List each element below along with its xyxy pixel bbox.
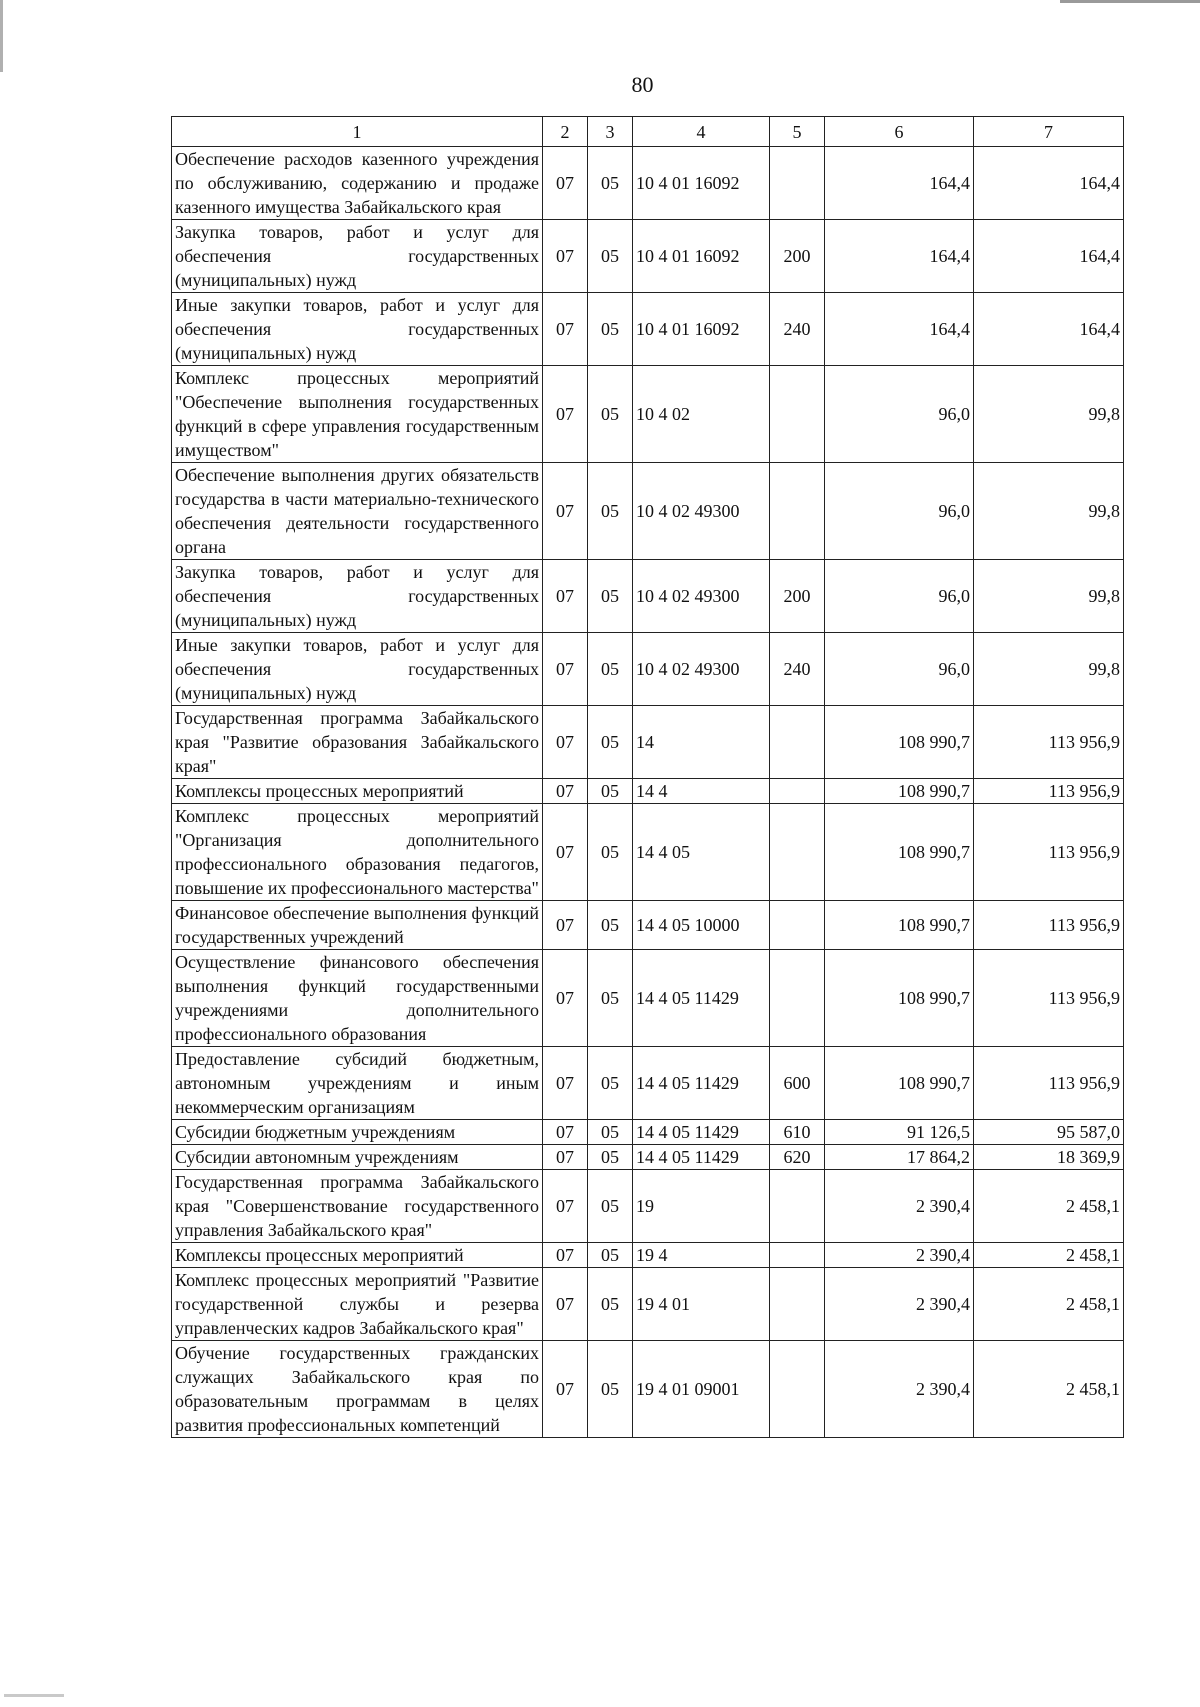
cell-amount-year-2: 99,8 — [974, 560, 1124, 633]
cell-target-article: 14 4 05 11429 — [633, 950, 770, 1047]
cell-target-article: 10 4 01 16092 — [633, 220, 770, 293]
cell-amount-year-1: 2 390,4 — [825, 1243, 974, 1268]
cell-name: Комплекс процессных мероприятий "Организация дополнительного профессионального образования педагогов, повышение их профессионального мастерства" — [172, 804, 543, 901]
cell-subsection: 05 — [588, 1268, 633, 1341]
scan-edge-bottom — [4, 1694, 64, 1697]
cell-target-article: 14 4 — [633, 779, 770, 804]
cell-subsection: 05 — [588, 1120, 633, 1145]
cell-amount-year-2: 164,4 — [974, 220, 1124, 293]
cell-amount-year-2: 113 956,9 — [974, 901, 1124, 950]
cell-subsection: 05 — [588, 1341, 633, 1438]
cell-expense-type: 240 — [770, 293, 825, 366]
cell-name: Государственная программа Забайкальского края "Развитие образования Забайкальского края" — [172, 706, 543, 779]
table-row — [172, 633, 1124, 706]
cell-section: 07 — [543, 147, 588, 220]
cell-target-article: 14 4 05 — [633, 804, 770, 901]
cell-name: Государственная программа Забайкальского края "Совершенствование государственного управления Забайкальского края" — [172, 1170, 543, 1243]
table-row — [172, 560, 1124, 633]
table-header-row — [172, 117, 1124, 147]
table-row — [172, 1145, 1124, 1170]
cell-target-article: 19 — [633, 1170, 770, 1243]
cell-amount-year-2: 99,8 — [974, 366, 1124, 463]
cell-section: 07 — [543, 1268, 588, 1341]
cell-amount-year-1: 108 990,7 — [825, 950, 974, 1047]
cell-amount-year-1: 2 390,4 — [825, 1341, 974, 1438]
column-header-3: 3 — [588, 117, 633, 147]
cell-section: 07 — [543, 901, 588, 950]
cell-amount-year-1: 2 390,4 — [825, 1170, 974, 1243]
cell-subsection: 05 — [588, 293, 633, 366]
table-row — [172, 804, 1124, 901]
table-row — [172, 779, 1124, 804]
column-header-7: 7 — [974, 117, 1124, 147]
cell-amount-year-2: 2 458,1 — [974, 1341, 1124, 1438]
cell-expense-type: 200 — [770, 560, 825, 633]
table-row — [172, 1243, 1124, 1268]
cell-subsection: 05 — [588, 633, 633, 706]
cell-target-article: 10 4 02 — [633, 366, 770, 463]
cell-expense-type — [770, 901, 825, 950]
scan-edge-left — [0, 0, 3, 72]
cell-amount-year-1: 17 864,2 — [825, 1145, 974, 1170]
cell-subsection: 05 — [588, 1243, 633, 1268]
cell-amount-year-1: 96,0 — [825, 366, 974, 463]
cell-name: Иные закупки товаров, работ и услуг для обеспечения государственных (муниципальных) нужд — [172, 633, 543, 706]
cell-target-article: 19 4 — [633, 1243, 770, 1268]
page-number: 80 — [631, 72, 654, 97]
cell-amount-year-1: 108 990,7 — [825, 779, 974, 804]
table-row — [172, 901, 1124, 950]
cell-amount-year-1: 108 990,7 — [825, 706, 974, 779]
table-row — [172, 293, 1124, 366]
cell-expense-type — [770, 706, 825, 779]
cell-amount-year-2: 113 956,9 — [974, 779, 1124, 804]
cell-amount-year-1: 96,0 — [825, 560, 974, 633]
table-row — [172, 366, 1124, 463]
cell-subsection: 05 — [588, 463, 633, 560]
cell-section: 07 — [543, 1170, 588, 1243]
table-row — [172, 1341, 1124, 1438]
table-row — [172, 463, 1124, 560]
cell-expense-type — [770, 804, 825, 901]
cell-section: 07 — [543, 1120, 588, 1145]
cell-expense-type: 610 — [770, 1120, 825, 1145]
budget-table — [171, 116, 1124, 1438]
cell-target-article: 10 4 01 16092 — [633, 147, 770, 220]
cell-amount-year-2: 2 458,1 — [974, 1243, 1124, 1268]
cell-amount-year-2: 113 956,9 — [974, 706, 1124, 779]
cell-name: Осуществление финансового обеспечения выполнения функций государственными учреждениями дополнительного профессионального образования — [172, 950, 543, 1047]
cell-subsection: 05 — [588, 366, 633, 463]
cell-subsection: 05 — [588, 950, 633, 1047]
cell-target-article: 19 4 01 — [633, 1268, 770, 1341]
cell-target-article: 19 4 01 09001 — [633, 1341, 770, 1438]
cell-target-article: 14 4 05 11429 — [633, 1120, 770, 1145]
table-row — [172, 950, 1124, 1047]
cell-section: 07 — [543, 804, 588, 901]
table-row — [172, 220, 1124, 293]
cell-name: Иные закупки товаров, работ и услуг для обеспечения государственных (муниципальных) нужд — [172, 293, 543, 366]
cell-amount-year-2: 2 458,1 — [974, 1170, 1124, 1243]
cell-section: 07 — [543, 950, 588, 1047]
cell-expense-type: 600 — [770, 1047, 825, 1120]
cell-expense-type: 620 — [770, 1145, 825, 1170]
cell-section: 07 — [543, 1145, 588, 1170]
cell-amount-year-2: 113 956,9 — [974, 804, 1124, 901]
table-row — [172, 1120, 1124, 1145]
cell-amount-year-2: 95 587,0 — [974, 1120, 1124, 1145]
cell-subsection: 05 — [588, 220, 633, 293]
cell-target-article: 14 4 05 11429 — [633, 1047, 770, 1120]
table-row — [172, 1170, 1124, 1243]
cell-target-article: 14 4 05 11429 — [633, 1145, 770, 1170]
cell-name: Финансовое обеспечение выполнения функций государственных учреждений — [172, 901, 543, 950]
cell-name: Закупка товаров, работ и услуг для обеспечения государственных (муниципальных) нужд — [172, 220, 543, 293]
table-row — [172, 1268, 1124, 1341]
cell-section: 07 — [543, 633, 588, 706]
cell-amount-year-2: 99,8 — [974, 633, 1124, 706]
cell-name: Комплекс процессных мероприятий "Развитие государственной службы и резерва управленческих кадров Забайкальского края" — [172, 1268, 543, 1341]
cell-target-article: 10 4 02 49300 — [633, 633, 770, 706]
column-header-1: 1 — [172, 117, 543, 147]
cell-name: Комплексы процессных мероприятий — [172, 1243, 543, 1268]
cell-amount-year-1: 108 990,7 — [825, 901, 974, 950]
column-header-4: 4 — [633, 117, 770, 147]
cell-section: 07 — [543, 779, 588, 804]
cell-name: Субсидии автономным учреждениям — [172, 1145, 543, 1170]
cell-target-article: 14 — [633, 706, 770, 779]
cell-subsection: 05 — [588, 147, 633, 220]
table-row — [172, 147, 1124, 220]
cell-name: Субсидии бюджетным учреждениям — [172, 1120, 543, 1145]
cell-section: 07 — [543, 463, 588, 560]
cell-amount-year-2: 164,4 — [974, 293, 1124, 366]
cell-subsection: 05 — [588, 706, 633, 779]
cell-amount-year-2: 99,8 — [974, 463, 1124, 560]
cell-section: 07 — [543, 1243, 588, 1268]
cell-name: Предоставление субсидий бюджетным, автономным учреждениям и иным некоммерческим организациям — [172, 1047, 543, 1120]
cell-amount-year-1: 96,0 — [825, 463, 974, 560]
cell-subsection: 05 — [588, 779, 633, 804]
column-header-6: 6 — [825, 117, 974, 147]
cell-expense-type — [770, 463, 825, 560]
cell-subsection: 05 — [588, 1047, 633, 1120]
cell-amount-year-1: 96,0 — [825, 633, 974, 706]
scan-edge-top — [1060, 0, 1200, 3]
cell-expense-type: 240 — [770, 633, 825, 706]
cell-expense-type — [770, 366, 825, 463]
cell-amount-year-1: 91 126,5 — [825, 1120, 974, 1145]
cell-amount-year-1: 164,4 — [825, 293, 974, 366]
cell-amount-year-1: 164,4 — [825, 220, 974, 293]
cell-target-article: 10 4 02 49300 — [633, 560, 770, 633]
cell-amount-year-2: 18 369,9 — [974, 1145, 1124, 1170]
cell-name: Обучение государственных гражданских служащих Забайкальского края по образовательным программам в целях развития профессиональных компетенций — [172, 1341, 543, 1438]
cell-amount-year-1: 164,4 — [825, 147, 974, 220]
table-row — [172, 706, 1124, 779]
column-header-2: 2 — [543, 117, 588, 147]
cell-expense-type — [770, 147, 825, 220]
cell-amount-year-2: 113 956,9 — [974, 950, 1124, 1047]
cell-amount-year-1: 2 390,4 — [825, 1268, 974, 1341]
cell-amount-year-1: 108 990,7 — [825, 804, 974, 901]
cell-section: 07 — [543, 220, 588, 293]
cell-target-article: 10 4 01 16092 — [633, 293, 770, 366]
cell-amount-year-2: 2 458,1 — [974, 1268, 1124, 1341]
cell-name: Закупка товаров, работ и услуг для обеспечения государственных (муниципальных) нужд — [172, 560, 543, 633]
cell-subsection: 05 — [588, 1145, 633, 1170]
cell-amount-year-1: 108 990,7 — [825, 1047, 974, 1120]
cell-target-article: 14 4 05 10000 — [633, 901, 770, 950]
cell-name: Комплексы процессных мероприятий — [172, 779, 543, 804]
cell-expense-type — [770, 1341, 825, 1438]
cell-expense-type — [770, 1243, 825, 1268]
cell-section: 07 — [543, 366, 588, 463]
cell-name: Комплекс процессных мероприятий "Обеспечение выполнения государственных функций в сфере управления государственным имуществом" — [172, 366, 543, 463]
cell-expense-type — [770, 1170, 825, 1243]
cell-amount-year-2: 164,4 — [974, 147, 1124, 220]
cell-name: Обеспечение выполнения других обязательств государства в части материально-технического обеспечения деятельности государственного органа — [172, 463, 543, 560]
cell-target-article: 10 4 02 49300 — [633, 463, 770, 560]
cell-section: 07 — [543, 293, 588, 366]
cell-subsection: 05 — [588, 901, 633, 950]
cell-subsection: 05 — [588, 804, 633, 901]
cell-expense-type — [770, 950, 825, 1047]
cell-section: 07 — [543, 560, 588, 633]
cell-expense-type: 200 — [770, 220, 825, 293]
cell-name: Обеспечение расходов казенного учреждения по обслуживанию, содержанию и продаже казенного имущества Забайкальского края — [172, 147, 543, 220]
column-header-5: 5 — [770, 117, 825, 147]
cell-subsection: 05 — [588, 560, 633, 633]
table-row — [172, 1047, 1124, 1120]
cell-section: 07 — [543, 1047, 588, 1120]
cell-section: 07 — [543, 1341, 588, 1438]
cell-section: 07 — [543, 706, 588, 779]
cell-expense-type — [770, 779, 825, 804]
cell-subsection: 05 — [588, 1170, 633, 1243]
cell-amount-year-2: 113 956,9 — [974, 1047, 1124, 1120]
cell-expense-type — [770, 1268, 825, 1341]
